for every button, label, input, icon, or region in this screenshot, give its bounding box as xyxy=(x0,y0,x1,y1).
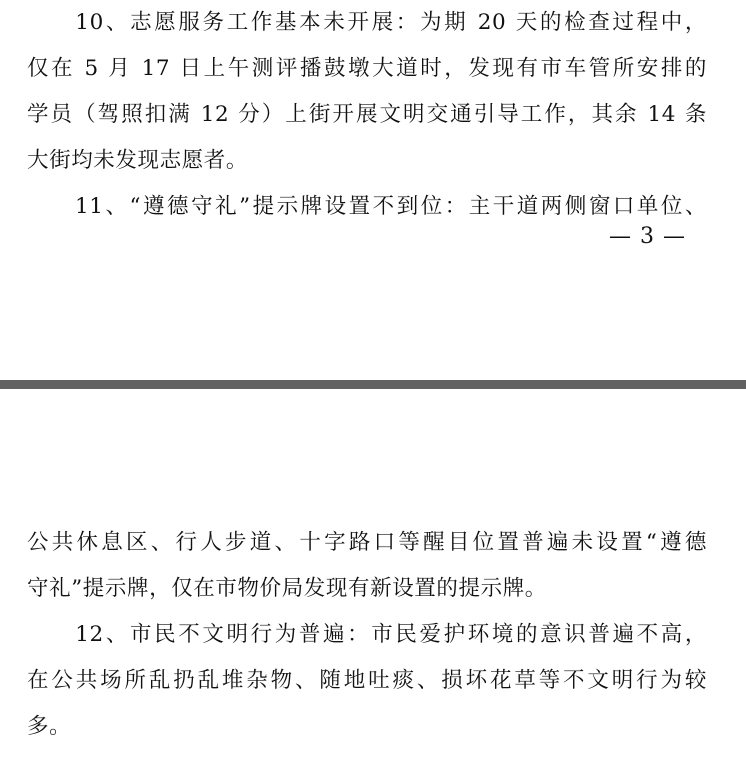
text-line: 仅在 5 月 17 日上午测评播鼓墩大道时，发现有市车管所安排的 xyxy=(27,56,707,81)
text-line: 在公共场所乱扔乱堆杂物、随地吐痰、损坏花草等不文明行为较 xyxy=(27,668,707,693)
text-line: 12、市民不文明行为普遍：市民爱护环境的意识普遍不高， xyxy=(27,622,707,647)
text-line: 11、“遵德守礼”提示牌设置不到位：主干道两侧窗口单位、 xyxy=(27,194,707,219)
page-separator xyxy=(0,380,746,389)
text-line: 守礼”提示牌，仅在市物价局发现有新设置的提示牌。 xyxy=(27,576,547,601)
text-line: 学员（驾照扣满 12 分）上街开展文明交通引导工作，其余 14 条 xyxy=(27,102,707,127)
text-line: 10、志愿服务工作基本未开展：为期 20 天的检查过程中， xyxy=(27,10,707,35)
text-line: 大街均未发现志愿者。 xyxy=(27,148,249,173)
text-line: 公共休息区、行人步道、十字路口等醒目位置普遍未设置“遵德 xyxy=(27,530,707,555)
page-bottom xyxy=(0,389,746,759)
text-line: 多。 xyxy=(27,714,72,739)
page-number: — 3 — xyxy=(609,224,686,249)
